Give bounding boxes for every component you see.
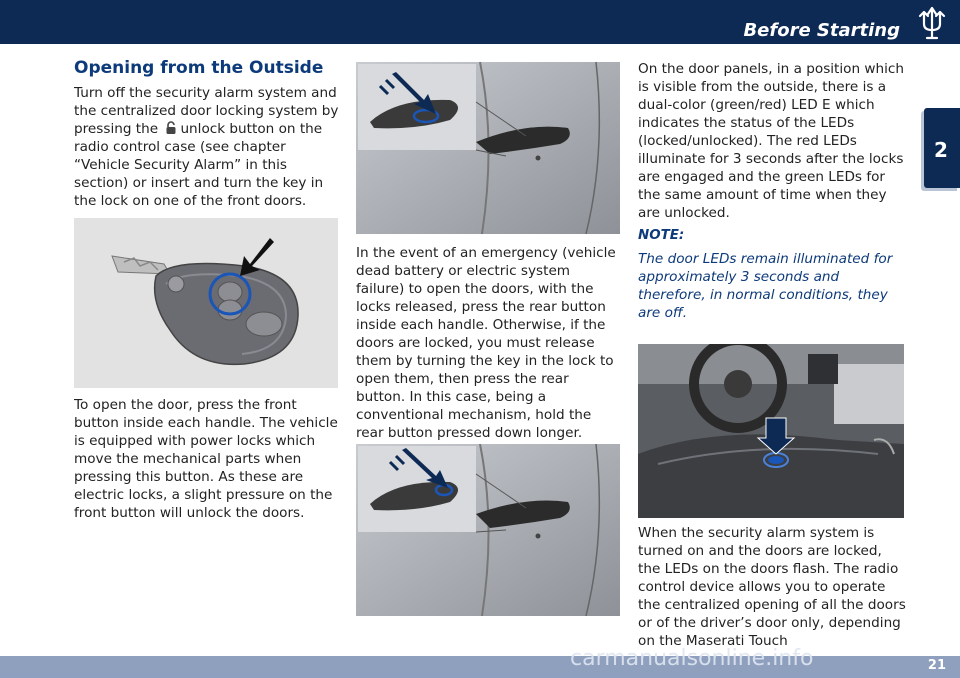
line: section) or insert and turn the key in — [74, 175, 324, 191]
unlock-padlock-icon — [165, 121, 177, 135]
col3-first-paragraph: On the door panels, in a position which is visible from the outside, there is a dual-color (green/red) LED E which indicates the status of the LEDs (locked/unlocked). The red LEDs illuminate for 3 seconds after the locks are engaged and the green LEDs for the same amount of time when they are unlocked. — [638, 61, 905, 221]
note-text: The door LEDs remain illuminated for approximately 3 seconds and therefore, in normal conditions, they are off. — [638, 251, 893, 321]
note-label: NOTE: — [638, 228, 685, 243]
col1-intro-paragraph — [74, 84, 342, 210]
col1-second-paragraph: To open the door, press the front button inside each handle. The vehicle is equipped with power locks which move the mechanical parts when pressing this button. As these are electric locks, a slight pressure on the front button will unlock the doors. — [74, 397, 338, 521]
chapter-tab[interactable] — [924, 108, 960, 188]
page-heading: Opening from the Outside — [74, 58, 324, 78]
line: the centralized door locking system by — [74, 103, 339, 119]
line: the lock on one of the front doors. — [74, 193, 307, 209]
door-handle-front-figure — [356, 62, 620, 234]
door-handle-rear-figure — [356, 444, 620, 616]
text-fragment: pressing the — [74, 121, 159, 137]
trident-logo-icon — [916, 6, 948, 42]
col2-paragraph: In the event of an emergency (vehicle dead battery or electric system failure) to open the doors, with the locks released, press the rear button inside each handle. Otherwise, if the doors are locked, you must release them by turning the key in the lock to open them, then press the rear button. In this case, being a conventional mechanism, hold the rear button pressed down longer. — [356, 245, 616, 441]
watermark: carmanualsonline.info — [570, 646, 814, 671]
section-title: Before Starting — [743, 20, 900, 41]
footer-bar — [0, 656, 960, 678]
chapter-number: 2 — [934, 138, 948, 162]
col3-second-paragraph: When the security alarm system is turned on and the doors are locked, the LEDs on the doors flash. The radio control device allows you to operate the centralized opening of all the doors or of the driver’s door only, depending on the Maserati Touch — [638, 525, 906, 649]
interior-led-figure — [638, 344, 904, 518]
line: radio control case (see chapter — [74, 139, 286, 155]
line: “Vehicle Security Alarm” in this — [74, 157, 287, 173]
line-with-icon — [74, 120, 342, 138]
line: Turn off the security alarm system and — [74, 85, 337, 101]
page-number: 21 — [927, 658, 946, 673]
key-fob-figure — [74, 218, 338, 388]
text-fragment: unlock button on the — [180, 121, 323, 137]
